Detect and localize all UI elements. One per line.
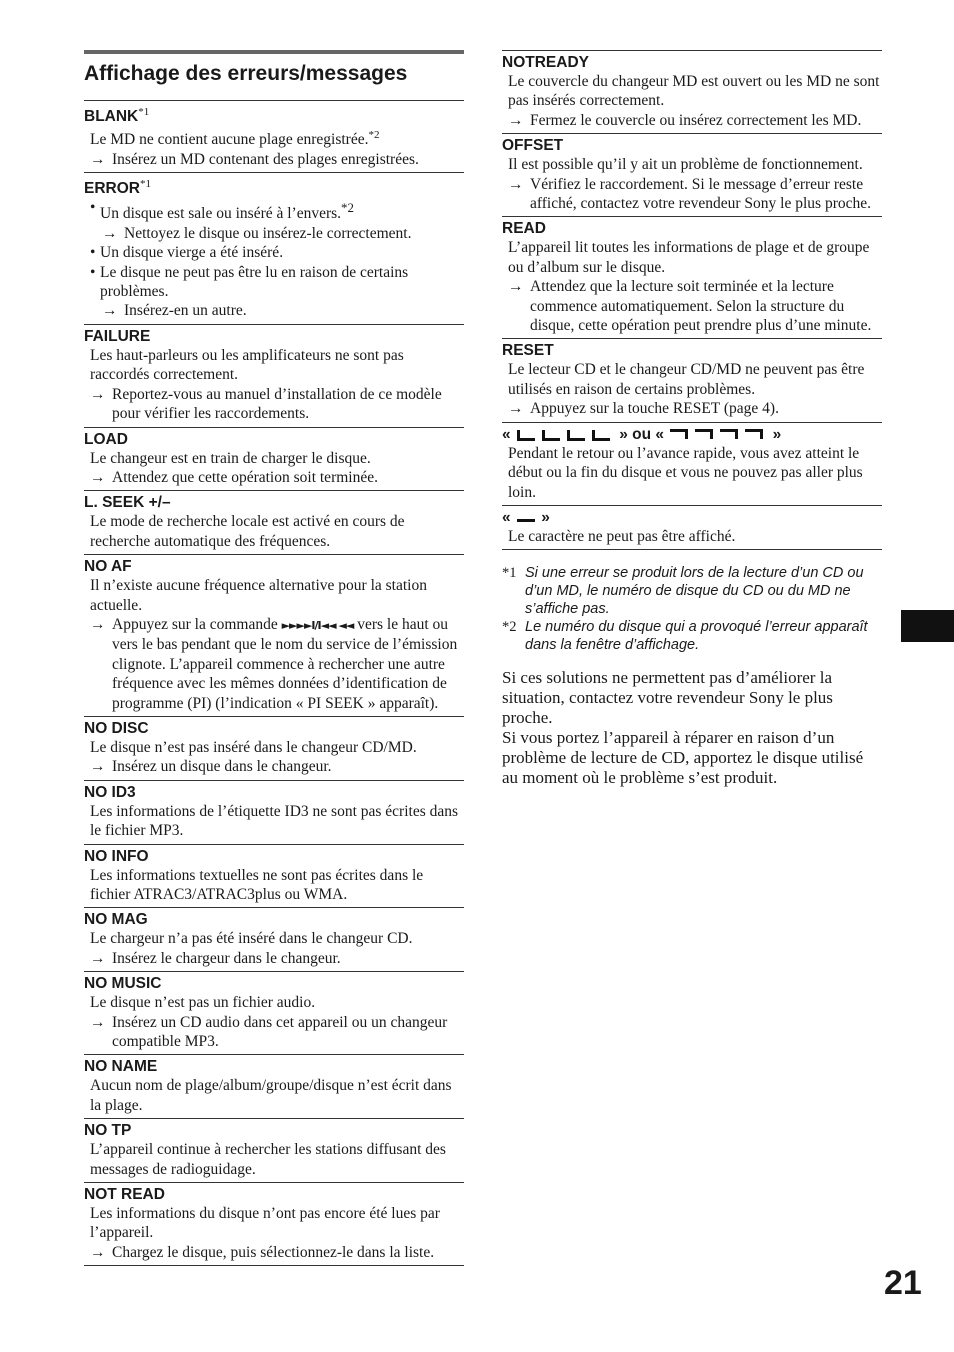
entry-desc: Il est possible qu’il y ait un problème de fonctionnement. — [508, 156, 863, 174]
entry-notread — [84, 1182, 464, 1265]
entry-reset — [502, 338, 882, 421]
entry-desc: Le disque n’est pas un fichier audio. — [90, 994, 316, 1012]
entry-term: FAILURE — [84, 327, 151, 345]
entry-load — [84, 427, 464, 491]
entry-term: NO INFO — [84, 847, 149, 865]
entry-action: → Insérez-en un autre. — [102, 302, 247, 320]
entry-desc: Le mode de recherche locale est activé en cours de recherche automatique des fréquences. — [90, 513, 405, 550]
entry-term: RESET — [502, 342, 554, 360]
section-end-rule — [84, 1265, 464, 1266]
dash-segment-icon — [515, 511, 537, 525]
page-title: Affichage des erreurs/messages — [84, 62, 408, 85]
entry-desc: L’appareil lit toutes les informations de plage et de groupe ou d’album sur le disque. — [508, 239, 870, 276]
entry-term: NO TP — [84, 1122, 132, 1140]
entry-blank — [84, 100, 464, 172]
entry-desc: Le couvercle du changeur MD est ouvert ou les MD ne sont pas insérés correctement. — [508, 73, 880, 110]
entry-term: ERROR$^{*1}$ — [84, 178, 151, 198]
arrow-icon: → — [90, 758, 106, 776]
entry-term: BLANK$^{*1}$ — [84, 106, 150, 126]
entry-action: → Insérez un CD audio dans cet appareil ou un changeur compatible MP3. — [90, 1013, 448, 1051]
section-end-rule — [502, 549, 882, 550]
entry-desc: Le changeur est en train de charger le disque. — [90, 449, 371, 467]
entry-desc: Le lecteur CD et le changeur CD/MD ne peuvent pas être utilisés en raison de certains problèmes. — [508, 361, 865, 398]
lower-segments-icon — [515, 428, 615, 442]
upper-segments-icon — [668, 428, 768, 442]
entry-error — [84, 172, 464, 324]
entry-term: NO MAG — [84, 911, 148, 929]
entry-desc: Le disque n’est pas inséré dans le changeur CD/MD. — [90, 738, 417, 756]
arrow-icon: → — [508, 111, 524, 129]
entry-action: → Nettoyez le disque ou insérez-le correctement. — [102, 224, 412, 242]
arrow-icon: → — [102, 302, 118, 320]
entry-term: READ — [502, 220, 546, 238]
seek-symbols-icon: ►►►►I/I◄◄ ◄◄ — [281, 618, 354, 632]
entry-action: → Insérez un MD contenant des plages enregistrées. — [90, 150, 419, 168]
entry-term: L. SEEK +/– — [84, 494, 171, 512]
entry-action: → Reportez-vous au manuel d’installation de ce modèle pour vérifier les raccordements. — [90, 385, 442, 423]
entry-term: NO AF — [84, 558, 132, 576]
arrow-icon: → — [102, 224, 118, 242]
entry-desc: Les informations de l’étiquette ID3 ne sont pas écrites dans le fichier MP3. — [90, 802, 459, 840]
entry-term: OFFSET — [502, 137, 564, 155]
entry-noname — [84, 1054, 464, 1118]
arrow-icon: → — [90, 150, 106, 168]
entry-noid3 — [84, 780, 464, 844]
entry-action: → Appuyez sur la touche RESET (page 4). — [508, 400, 779, 418]
entry-desc: Aucun nom de plage/album/groupe/disque n’est écrit dans la plage. — [90, 1077, 452, 1114]
entry-read — [502, 216, 882, 338]
footnotes — [502, 564, 882, 654]
arrow-icon: → — [90, 949, 106, 967]
arrow-icon: → — [508, 175, 524, 193]
bullet-icon: • — [90, 199, 96, 217]
entry-offset — [502, 133, 882, 216]
entry-term: NO DISC — [84, 719, 149, 737]
entry-segments — [502, 422, 882, 505]
entry-action: → Chargez le disque, puis sélectionnez-le dans la liste. — [90, 1243, 435, 1261]
arrow-icon: → — [90, 1013, 106, 1031]
entry-desc: Les haut-parleurs ou les amplificateurs ne sont pas raccordés correctement. — [90, 346, 404, 384]
entry-nomag — [84, 907, 464, 971]
closing-paragraph: Si vous portez l’appareil à réparer en raison d’un problème de lecture de CD, apportez le disque utilisé au moment où le problème s’est produit. — [502, 728, 864, 788]
entry-term: NO ID3 — [84, 783, 136, 801]
entry-term: NO MUSIC — [84, 975, 162, 993]
arrow-icon: → — [90, 1243, 106, 1261]
entry-action: → Insérez le chargeur dans le changeur. — [90, 949, 341, 967]
arrow-icon: → — [90, 468, 106, 486]
entry-desc: L’appareil continue à rechercher les stations diffusant des messages de radioguidage. — [90, 1141, 446, 1178]
entry-bullet: • Un disque est sale ou inséré à l’envers.$^{*2}$ — [90, 199, 354, 223]
entry-term: NO NAME — [84, 1058, 158, 1076]
page-number: 21 — [884, 1264, 922, 1302]
arrow-icon: → — [90, 385, 106, 403]
entry-action: → Insérez un disque dans le changeur. — [90, 758, 332, 776]
closing-text — [502, 668, 882, 788]
entry-desc: Les informations du disque n’ont pas encore été lues par l’appareil. — [90, 1205, 440, 1242]
entry-desc: Il n’existe aucune fréquence alternative pour la station actuelle. — [90, 577, 427, 614]
entry-nomusic — [84, 971, 464, 1054]
closing-paragraph: Si ces solutions ne permettent pas d’améliorer la situation, contactez votre revendeur Sony le plus proche. — [502, 668, 833, 728]
entry-action: → Appuyez sur la commande ►►►►I/I◄◄ ◄◄ vers le haut ou vers le bas pendant que le nom du service de l’émission clignote. L’appareil commence à rechercher une autre fréquence avec les mêmes données d’identification de programme (PI) (l’indication « PI SEEK » apparaît). — [90, 615, 458, 712]
entry-term: « » ou « » — [502, 425, 782, 443]
arrow-icon: → — [508, 400, 524, 418]
entry-action: → Attendez que la lecture soit terminée et la lecture commence automatiquement. Selon la structure du disque, cette opération peut prendre plus d’une minute. — [508, 278, 872, 335]
entry-term: « » — [502, 508, 550, 526]
entry-desc: Le chargeur n’a pas été inséré dans le changeur CD. — [90, 930, 413, 948]
arrow-icon: → — [508, 278, 524, 296]
bullet-icon: • — [90, 244, 96, 262]
footnote: *1 Si une erreur se produit lors de la lecture d’un CD ou d’un MD, le numéro de disque du CD ou du MD ne s’affiche pas. — [502, 565, 864, 618]
title-bar-rule — [84, 50, 464, 54]
entry-term: NOT READ — [84, 1186, 165, 1204]
entry-noaf — [84, 554, 464, 716]
entry-action: → Attendez que cette opération soit terminée. — [90, 468, 378, 486]
entry-action: → Fermez le couvercle ou insérez correctement les MD. — [508, 111, 862, 129]
entry-nodisc — [84, 716, 464, 780]
entry-term: LOAD — [84, 430, 128, 448]
entry-notready — [502, 50, 882, 133]
entry-desc: Les informations textuelles ne sont pas écrites dans le fichier ATRAC3/ATRAC3plus ou WMA. — [90, 866, 424, 903]
entry-term: NOTREADY — [502, 54, 589, 71]
entry-desc: Le caractère ne peut pas être affiché. — [508, 527, 736, 545]
entry-notp — [84, 1118, 464, 1182]
entry-bullet: • Un disque vierge a été inséré. — [90, 244, 284, 262]
entry-failure — [84, 324, 464, 427]
left-column — [84, 50, 464, 1266]
side-tab-marker — [901, 610, 954, 642]
entry-lseek — [84, 490, 464, 554]
entry-bullet: • Le disque ne peut pas être lu en raison de certains problèmes. — [90, 263, 409, 301]
footnote: *2 Le numéro du disque qui a provoqué l’erreur apparaît dans la fenêtre d’affichage. — [502, 619, 868, 654]
entry-noinfo — [84, 844, 464, 908]
bullet-icon: • — [90, 263, 96, 281]
entry-dash — [502, 505, 882, 549]
entry-desc: Pendant le retour ou l’avance rapide, vous avez atteint le début ou la fin du disque et vous ne pouvez pas aller plus loin. — [508, 444, 863, 501]
right-column — [502, 50, 882, 788]
arrow-icon: → — [90, 615, 106, 633]
entry-action: → Vérifiez le raccordement. Si le message d’erreur reste affiché, contactez votre revendeur Sony le plus proche. — [508, 175, 871, 213]
entry-desc: Le MD ne contient aucune plage enregistrée.$^{*2}$ — [90, 129, 380, 149]
